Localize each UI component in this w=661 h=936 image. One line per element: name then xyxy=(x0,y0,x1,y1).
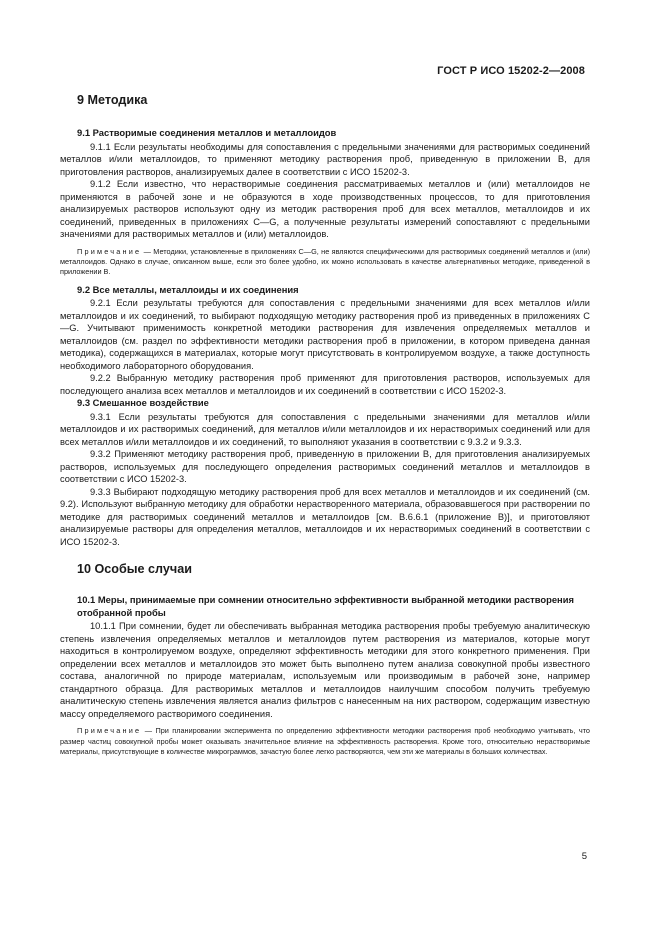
paragraph-9-1-1: 9.1.1 Если результаты необходимы для сопоставления с предельными значениями для растворимых соединений металлов и/или металлоидов, то применяют методику растворения проб, приведенную в приложении B, для приготовления растворов, анализируемых далее в соответствии с ИСО 15202-3. xyxy=(60,141,590,177)
paragraph-9-3-3: 9.3.3 Выбирают подходящую методику растворения проб для всех металлов и металлоидов и их соединений (см. 9.2). Используют выбранную методику для обработки нерастворенного материала, образовавшегося при растворении по методике для растворимых соединений металлов и металлоидов [см. B.6.6.1 (приложение B)], и приготовляют анализируемые растворы для определения металлов, металлоидов и их нерастворимых соединений в соответствии с ИСО 15202-3. xyxy=(60,486,590,547)
paragraph-9-3-1: 9.3.1 Если результаты требуются для сопоставления с предельными значениями для металлов и/или металлоидов и их растворимых соединений, для металлов и/или металлоидов и их нерастворимых соединений или для всех металлов и/или металлоидов и их соединений, то выполняют указания в соответствии с 9.3.2 и 9.3.3. xyxy=(60,411,590,447)
note-label: Примечание xyxy=(77,726,142,736)
note-text: — При планировании эксперимента по определению эффективности методики растворения проб необходимо учитывать, что размер частиц совокупной пробы может оказывать значительное влияние на эффективность растворения. Кроме того, относительно нерастворимые материалы, присутствующие в количестве микрограммов, зачастую более легко растворяются, чем эти же материалы в больших количествах. xyxy=(60,726,590,757)
paragraph-9-2-2: 9.2.2 Выбранную методику растворения проб применяют для приготовления растворов, используемых для последующего анализа всех металлов и металлоидов и их соединений в соответствии с ИСО 15202-3. xyxy=(60,373,590,396)
paragraph-9-2-1: 9.2.1 Если результаты требуются для сопоставления с предельными значениями для всех металлов и/или металлоидов и их соединений, то выбирают подходящую методику растворения проб из приведенных в приложениях C—G. Учитывают применимость конкретной методики растворения для извлечения определяемых металлов и металлоидов (см. раздел по эффективности методики растворения проб в приложении, в котором приведена данная методика), содержащихся в материалах, которые могут присутствовать в контролируемом воздухе, а также доступность необходимого лабораторного оборудования. xyxy=(60,298,590,371)
subsection-9-2-heading: 9.2 Все металлы, металлоиды и их соединения xyxy=(77,283,299,295)
page-number: 5 xyxy=(581,851,587,862)
subsection-10-1-heading: 10.1 Меры, принимаемые при сомнении относительно эффективности выбранной методики растворения отобранной пробы xyxy=(77,594,574,618)
note-text: — Методики, установленные в приложениях C—G, не являются специфическими для растворимых соединений металлов и (или) металлоидов. Однако в случае, описанном выше, если это более удобно, их можно использовать в качестве альтернативных методике, приведенной в приложении B. xyxy=(60,246,590,277)
section-10-heading: 10 Особые случаи xyxy=(77,562,192,577)
paragraph-9-3-2: 9.3.2 Применяют методику растворения проб, приведенную в приложении B, для приготовления анализируемых растворов, используемых для последующего определения растворимых соединений металлов и металлоидов в соответствии с ИСО 15202-3. xyxy=(60,449,590,485)
paragraph-9-1-2: 9.1.2 Если известно, что нерастворимые соединения рассматриваемых металлов и (или) металлоидов не применяются в рабочей зоне и не образуются в ходе производственных процессов, то для приготовления анализируемых растворов используют одну из методик растворения проб для всех металлов, металлоидов и их соединений, приведенных в приложениях C—G, а полученные результаты измерений сопоставляют с предельными значениями для растворимых металлов и (или) металлоидов. xyxy=(60,179,590,239)
document-body xyxy=(60,93,590,763)
subsection-9-1-heading: 9.1 Растворимые соединения металлов и металлоидов xyxy=(77,127,337,138)
paragraph-10-1-1: 10.1.1 При сомнении, будет ли обеспечивать выбранная методика растворения пробы требуемую аналитическую степень извлечения определяемых металлов и металлоидов путем растворения из материалов, которые могут находиться в контролируемом воздухе, определяют эффективность методики для этого конкретного применения. При определении всех металлов и металлоидов это может быть выполнено путем анализа совокупной пробы известного состава, аналогичной по природе материалам, используемым или производимым в рабочей зоне, например стандартного образца. Для растворимых металлов и металлоидов наилучшим способом получить требуемую аналитическую степень извлечения является анализ фильтров с нанесенным на них раствором, содержащим известную массу определяемого растворимого соединения. xyxy=(60,621,590,719)
note-label: Примечание xyxy=(77,246,142,256)
section-9-heading: 9 Методика xyxy=(77,93,148,107)
note-9-1 xyxy=(60,247,590,278)
standard-header: ГОСТ Р ИСО 15202-2—2008 xyxy=(437,65,585,77)
subsection-9-3-heading: 9.3 Смешанное воздействие xyxy=(77,397,209,409)
note-10-1 xyxy=(60,726,590,757)
